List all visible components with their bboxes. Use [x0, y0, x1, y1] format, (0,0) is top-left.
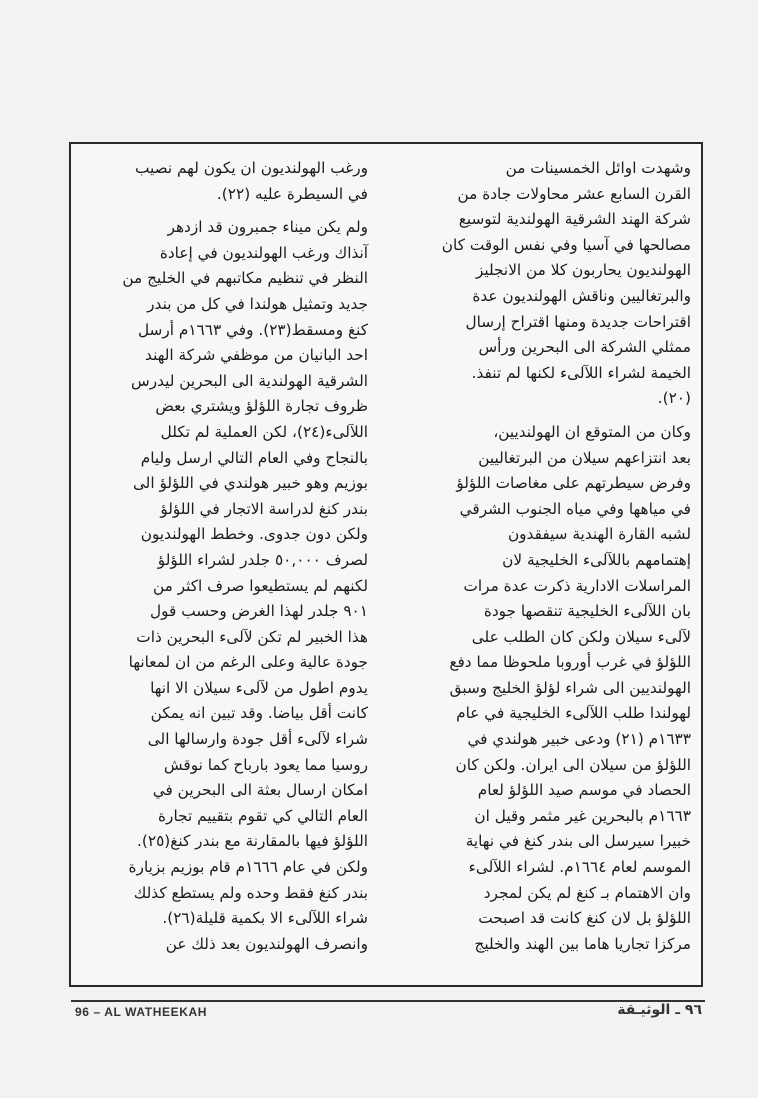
text-line: يدوم اطول من لآلىء سيلان الا انها [150, 678, 368, 697]
text-line: إهتمامهم باللآلىء الخليجية لان [502, 550, 691, 569]
text-line: وانصرف الهولنديون بعد ذلك عن [165, 934, 368, 953]
paragraph [403, 156, 691, 412]
text-line: اللؤلؤ بل لان كنغ كانت قد اصبحت [478, 909, 691, 928]
text-line: كانت أقل بياضا. وقد تبين انه يمكن [150, 704, 368, 723]
text-line: مركزا تجاريا هاما بين الهند والخليج [474, 934, 691, 953]
text-line: ورغب الهولنديون ان يكون لهم نصيب [134, 159, 368, 177]
footer-page-number-latin: 96 – AL WATHEEKAH [75, 1005, 207, 1019]
text-line: والبرتغاليين وناقش الهولنديون عدة [472, 286, 691, 305]
right-text-column [403, 156, 691, 957]
text-line: في السيطرة عليه (٢٢). [216, 184, 368, 203]
text-line: ولكن دون جدوى. وخطط الهولنديون [140, 525, 368, 544]
text-line: شراء لآلىء أقل جودة وارسالها الى [147, 730, 368, 749]
text-line: الخيمة لشراء اللآلىء لكنها لم تنفذ. [471, 363, 691, 382]
paragraph [80, 156, 368, 207]
text-line: اللؤلؤ من سيلان الى ايران. ولكن كان [455, 755, 691, 774]
text-line: وشهدت اوائل الخمسينات من [505, 159, 691, 177]
text-line: اللآلىء(٢٤)، لكن العملية لم تكلل [160, 422, 368, 441]
article-text-frame [69, 142, 703, 987]
text-line: جديد وتمثيل هولندا في كل من بندر [147, 294, 368, 313]
text-line: الحصاد في موسم صيد اللؤلؤ لعام [477, 781, 691, 800]
paragraph [80, 215, 368, 957]
footer-divider [71, 1000, 705, 1002]
text-line: ١٦٦٣م بالبحرين غير مثمر وقيل ان [474, 806, 691, 825]
text-line: ١٦٣٣م (٢١) ودعى خبير هولندي في [467, 730, 691, 749]
text-line: لشبه القارة الهندية سيفقدون [507, 525, 691, 544]
text-line: امكان ارسال بعثة الى البحرين في [152, 781, 368, 800]
text-line: ولكن في عام ١٦٦٦م قام بوزيم بزيارة [128, 858, 368, 877]
text-line: وان الاهتمام بـ كنغ لم يكن لمجرد [483, 883, 691, 902]
left-text-column [80, 156, 368, 957]
text-line: اللؤلؤ في غرب أوروبا ملحوظا مما دفع [449, 653, 691, 672]
text-line: هذا الخبير لم تكن لآلىء البحرين ذات [136, 627, 368, 646]
text-line: المراسلات الادارية ذكرت عدة مرات [463, 576, 691, 595]
footer-page-number-arabic: ٩٦ ـ الوثيـقة [617, 1002, 702, 1018]
text-line: آنذاك ورغب الهولنديون في إعادة [159, 243, 368, 262]
text-line: ممثلي الشركة الى البحرين ورأس [478, 338, 691, 357]
text-line: بندر كنغ لدراسة الاتجار في اللؤلؤ [160, 499, 368, 518]
text-line: بالنجاح وفي العام التالي ارسل وليام [140, 448, 368, 467]
text-line: جودة عالية وعلى الرغم من ان لمعانها [128, 653, 368, 672]
text-line: بندر كنغ فقط وحده ولم يستطع كذلك [133, 883, 368, 902]
text-line: خبيرا سيرسل الى بندر كنغ في نهاية [465, 832, 691, 851]
text-line: ولم يكن ميناء جمبرون قد ازدهر [167, 218, 368, 237]
text-line: روسيا مما يعود بارباح كما نوقش [163, 755, 368, 774]
text-line: لآلىء سيلان ولكن كان الطلب على [471, 627, 691, 646]
text-line: احد البانيان من موظفي شركة الهند [145, 346, 368, 365]
text-line: كنغ ومسقط(٢٣). وفي ١٦٦٣م أرسل [137, 320, 368, 339]
text-line: بوزيم وهو خبير هولندي في اللؤلؤ الى [132, 474, 368, 493]
text-line: ظروف تجارة اللؤلؤ ويشتري بعض [155, 397, 368, 416]
text-line: وكان من المتوقع ان الهولنديين، [493, 422, 691, 441]
text-line: القرن السابع عشر محاولات جادة من [457, 184, 691, 203]
text-line: مصالحها في آسيا وفي نفس الوقت كان [441, 235, 691, 254]
text-line: لهولندا طلب اللآلىء الخليجية في عام [456, 704, 691, 723]
text-line: الهولنديين الى شراء لؤلؤ الخليج وسبق [449, 678, 691, 697]
text-line: اللؤلؤ فيها بالمقارنة مع بندر كنغ(٢٥). [137, 832, 368, 851]
text-line: اقتراحات جديدة ومنها اقتراح إرسال [465, 312, 691, 331]
text-line: النظر في تنظيم مكاتبهم في الخليج من [122, 269, 368, 288]
text-line: الشرقية الهولندية الى البحرين ليدرس [131, 371, 368, 390]
text-line: (٢٠). [657, 389, 691, 408]
text-line: بعد انتزاعهم سيلان من البرتغاليين [478, 448, 691, 467]
text-line: العام التالي كي تقوم بتقييم تجارة [158, 806, 368, 825]
text-line: في مياهها وفي مياه الجنوب الشرقي [459, 499, 691, 518]
text-line: شراء اللآلىء الا بكمية قليلة(٢٦). [162, 909, 368, 928]
text-line: وفرض سيطرتهم على مغاصات اللؤلؤ [456, 474, 691, 493]
text-line: ٩٠١ جلدر لهذا الغرض وحسب قول [150, 602, 368, 621]
text-line: لكنهم لم يستطيعوا صرف اكثر من [152, 576, 368, 595]
text-line: الهولنديون يحاربون كلا من الانجليز [475, 261, 691, 280]
text-line: شركة الهند الشرقية الهولندية لتوسيع [458, 210, 691, 229]
paragraph [403, 420, 691, 957]
text-line: لصرف ٥٠,٠٠٠ جلدر لشراء اللؤلؤ [157, 550, 368, 569]
text-line: الموسم لعام ١٦٦٤م. لشراء اللآلىء [468, 858, 691, 877]
text-line: بان اللآلىء الخليجية تنقصها جودة [483, 602, 691, 621]
